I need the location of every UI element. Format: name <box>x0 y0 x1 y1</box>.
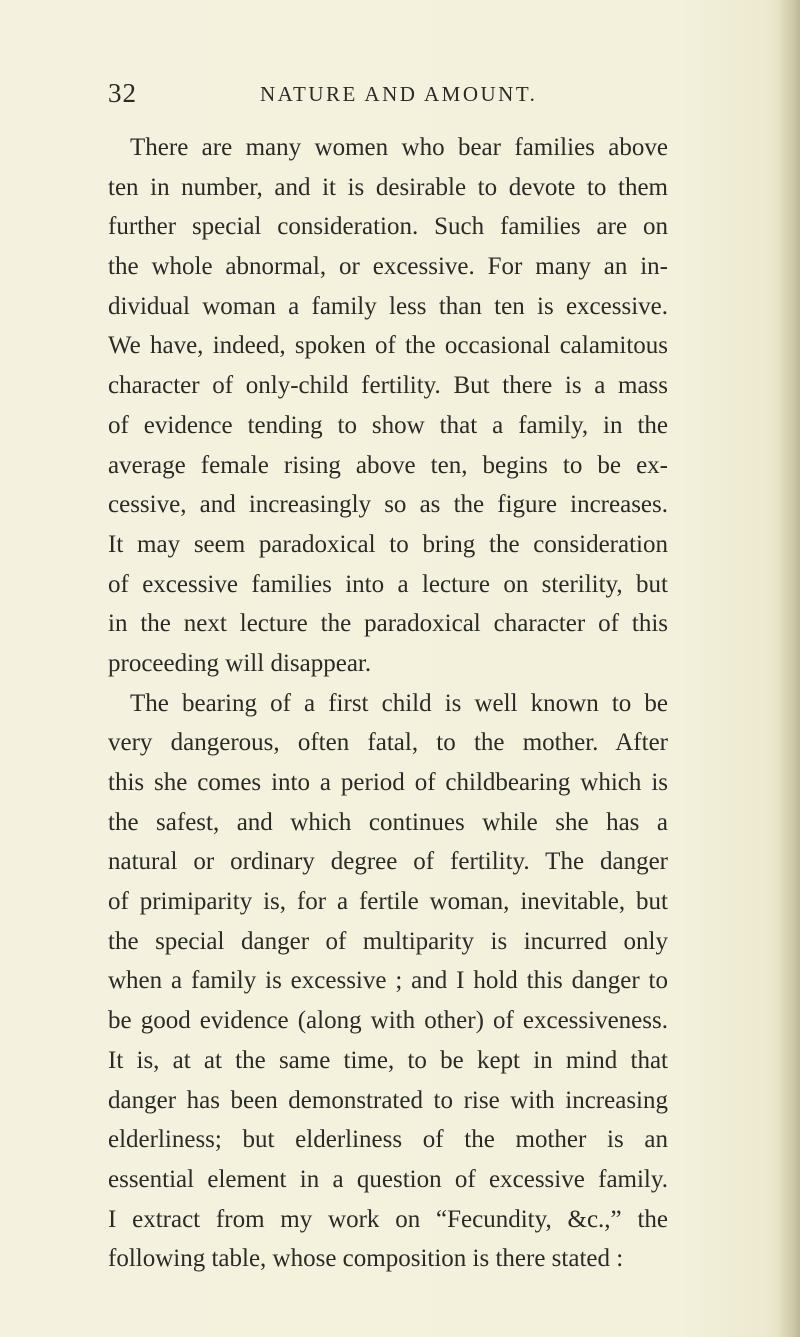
text-line: The bearing of a first child is well known to be <box>130 689 668 717</box>
text-line: further special consideration. Such families are on <box>108 213 668 241</box>
text-line: We have, indeed, spoken of the occasional calamitous <box>108 332 668 360</box>
text-line: when a family is excessive ; and I hold this danger to <box>108 967 668 995</box>
body-text <box>108 128 668 1279</box>
text-line: the whole abnormal, or excessive. For many an in- <box>108 253 668 281</box>
text-line: following table, whose composition is there stated : <box>108 1245 624 1273</box>
text-line: character of only-child fertility. But there is a mass <box>108 372 668 400</box>
text-line: be good evidence (along with other) of excessiveness. <box>108 1007 668 1035</box>
text-line: cessive, and increasingly so as the figure increases. <box>108 491 668 519</box>
text-line: essential element in a question of excessive family. <box>108 1165 668 1193</box>
text-line: this she comes into a period of childbearing which is <box>108 769 668 796</box>
text-line: the special danger of multiparity is incurred only <box>108 927 668 955</box>
text-line: very dangerous, often fatal, to the mother. After <box>108 729 668 757</box>
text-line: There are many women who bear families above <box>130 134 668 161</box>
text-line: natural or ordinary degree of fertility. The danger <box>108 848 668 876</box>
text-line: proceeding will disappear. <box>108 649 372 677</box>
text-line: ten in number, and it is desirable to devote to them <box>108 173 668 201</box>
text-line: of excessive families into a lecture on sterility, but <box>108 570 668 598</box>
text-line: average female rising above ten, begins to be ex- <box>108 451 668 479</box>
page-edge-shadow <box>778 0 800 1337</box>
text-line: danger has been demonstrated to rise with increasing <box>108 1086 668 1114</box>
text-line: of primiparity is, for a fertile woman, inevitable, but <box>108 888 668 916</box>
text-line: of evidence tending to show that a family, in the <box>108 411 668 439</box>
text-line: the safest, and which continues while she has a <box>108 808 668 836</box>
text-line: I extract from my work on “Fecundity, &c.,” the <box>108 1205 668 1233</box>
text-line: It is, at at the same time, to be kept in mind that <box>108 1046 668 1074</box>
text-line: It may seem paradoxical to bring the consideration <box>108 530 668 558</box>
text-line: dividual woman a family less than ten is excessive. <box>108 292 668 320</box>
page-number: 32 <box>108 78 137 108</box>
text-line: in the next lecture the paradoxical character of this <box>108 610 668 638</box>
text-line: elderliness; but elderliness of the mother is an <box>108 1126 668 1154</box>
running-title: NATURE AND AMOUNT. <box>260 82 538 106</box>
running-head <box>108 78 668 112</box>
